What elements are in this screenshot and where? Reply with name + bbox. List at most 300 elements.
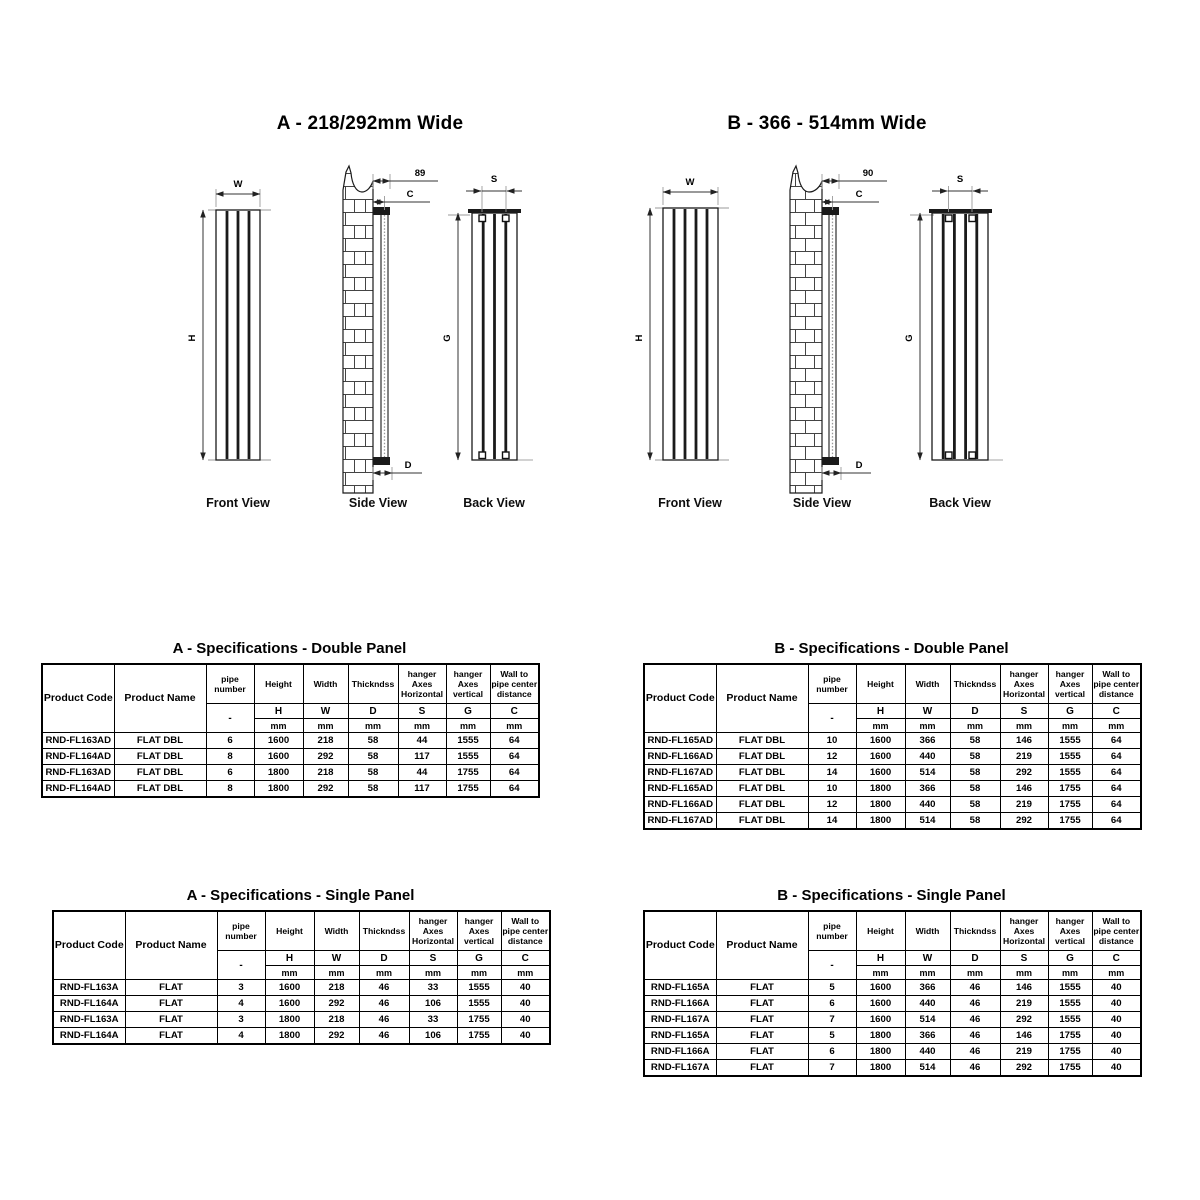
spec-cell: 106 <box>409 1028 457 1045</box>
symbol-cell: H <box>856 704 905 719</box>
spec-cell: RND-FL164AD <box>42 749 114 765</box>
spec-cell: 1600 <box>856 765 905 781</box>
spec-cell: 1800 <box>265 1012 314 1028</box>
col-header: Wall to pipe center distance <box>501 911 550 951</box>
spec-cell: 46 <box>950 980 1000 996</box>
spec-table <box>41 663 540 798</box>
spec-cell: RND-FL167A <box>644 1060 716 1077</box>
col-header: hanger Axes Horizontal <box>1000 911 1048 951</box>
col-header: Thickndss <box>950 664 1000 704</box>
spec-cell: 46 <box>359 1012 409 1028</box>
col-header: Width <box>314 911 359 951</box>
spec-cell: 106 <box>409 996 457 1012</box>
spec-cell: 3 <box>217 1012 265 1028</box>
spec-cell: 64 <box>490 733 539 749</box>
hanger-bottom-left <box>479 452 486 459</box>
unit-cell: mm <box>856 719 905 733</box>
spec-cell: 1555 <box>1048 733 1092 749</box>
spec-cell: 46 <box>950 1044 1000 1060</box>
spec-cell: 12 <box>808 797 856 813</box>
symbol-cell: - <box>808 704 856 733</box>
spec-row <box>644 1044 1141 1060</box>
spec-cell: 40 <box>1092 1044 1141 1060</box>
table-title: A - Specifications - Single Panel <box>186 887 415 904</box>
spec-cell: 292 <box>314 1028 359 1045</box>
spec-cell: 58 <box>950 733 1000 749</box>
spec-cell: 1555 <box>457 996 501 1012</box>
unit-cell: mm <box>303 719 348 733</box>
spec-cell: 440 <box>905 749 950 765</box>
spec-cell: 514 <box>905 1012 950 1028</box>
spec-cell: 58 <box>950 765 1000 781</box>
front-view-a <box>187 179 271 460</box>
spec-cell: 64 <box>1092 733 1141 749</box>
spec-cell: 366 <box>905 1028 950 1044</box>
col-header: pipe number <box>206 664 254 704</box>
spec-row <box>644 733 1141 749</box>
symbol-cell: C <box>1092 704 1141 719</box>
technical-drawing-b <box>610 160 1060 515</box>
spec-cell: FLAT <box>125 996 217 1012</box>
spec-cell: 46 <box>950 1028 1000 1044</box>
hanger-bottom-right <box>969 452 976 459</box>
spec-cell: FLAT <box>716 980 808 996</box>
front-view-label: Front View <box>206 496 270 510</box>
symbol-cell: W <box>314 951 359 966</box>
spec-row <box>644 797 1141 813</box>
spec-cell: 1555 <box>1048 765 1092 781</box>
spec-cell: 1800 <box>254 781 303 798</box>
symbol-cell: G <box>457 951 501 966</box>
dim-h-label: H <box>634 334 645 342</box>
spec-cell: 46 <box>359 1028 409 1045</box>
spec-cell: FLAT DBL <box>114 781 206 798</box>
spec-cell: 46 <box>950 1012 1000 1028</box>
spec-cell: 292 <box>1000 813 1048 830</box>
spec-cell: FLAT <box>125 1028 217 1045</box>
symbol-cell: D <box>359 951 409 966</box>
col-header: Wall to pipe center distance <box>1092 911 1141 951</box>
unit-cell: mm <box>856 966 905 980</box>
spec-cell: RND-FL166AD <box>644 797 716 813</box>
spec-row <box>53 1028 550 1045</box>
dim-h-label: H <box>187 334 198 342</box>
spec-row <box>42 733 539 749</box>
unit-cell: mm <box>1092 966 1141 980</box>
section-b-title: B - 366 - 514mm Wide <box>727 113 927 134</box>
spec-cell: 1755 <box>1048 1028 1092 1044</box>
col-header: Product Code <box>644 911 716 980</box>
col-header: Wall to pipe center distance <box>1092 664 1141 704</box>
symbol-cell: D <box>950 951 1000 966</box>
table-title: B - Specifications - Double Panel <box>774 640 1009 657</box>
spec-cell: 58 <box>348 749 398 765</box>
spec-cell: 292 <box>303 749 348 765</box>
spec-cell: 1755 <box>1048 1060 1092 1077</box>
spec-cell: 366 <box>905 781 950 797</box>
spec-cell: 12 <box>808 749 856 765</box>
spec-cell: 6 <box>808 996 856 1012</box>
spec-cell: RND-FL166AD <box>644 749 716 765</box>
spec-cell: RND-FL167A <box>644 1012 716 1028</box>
spec-cell: 219 <box>1000 996 1048 1012</box>
wall-section <box>790 166 822 493</box>
symbol-cell: C <box>490 704 539 719</box>
spec-cell: 1755 <box>446 765 490 781</box>
spec-cell: 1600 <box>856 980 905 996</box>
spec-cell: 64 <box>490 765 539 781</box>
dim-c-label: C <box>406 189 414 200</box>
spec-cell: FLAT DBL <box>716 733 808 749</box>
spec-cell: 64 <box>1092 797 1141 813</box>
spec-cell: 46 <box>359 996 409 1012</box>
spec-cell: 33 <box>409 1012 457 1028</box>
spec-cell: 366 <box>905 980 950 996</box>
col-header: Thickndss <box>359 911 409 951</box>
spec-cell: RND-FL165A <box>644 1028 716 1044</box>
symbol-cell: S <box>398 704 446 719</box>
spec-cell: 292 <box>1000 1012 1048 1028</box>
back-view-b <box>904 174 1003 460</box>
spec-cell: 117 <box>398 749 446 765</box>
spec-cell: 64 <box>1092 781 1141 797</box>
spec-cell: FLAT <box>716 1060 808 1077</box>
spec-cell: RND-FL165AD <box>644 781 716 797</box>
spec-cell: FLAT <box>716 1012 808 1028</box>
symbol-cell: H <box>265 951 314 966</box>
spec-cell: 40 <box>501 996 550 1012</box>
spec-row <box>644 980 1141 996</box>
spec-cell: 218 <box>314 1012 359 1028</box>
spec-cell: 1800 <box>856 813 905 830</box>
spec-row <box>644 813 1141 830</box>
spec-cell: 1555 <box>1048 980 1092 996</box>
spec-cell: 514 <box>905 765 950 781</box>
unit-cell: mm <box>398 719 446 733</box>
spec-row <box>644 1012 1141 1028</box>
spec-cell: 218 <box>314 980 359 996</box>
spec-cell: FLAT DBL <box>114 733 206 749</box>
symbol-cell: - <box>217 951 265 980</box>
spec-cell: 1600 <box>265 980 314 996</box>
spec-row <box>42 749 539 765</box>
back-view-label: Back View <box>929 496 991 510</box>
spec-cell: 1600 <box>856 733 905 749</box>
spec-cell: 58 <box>348 765 398 781</box>
spec-cell: 6 <box>808 1044 856 1060</box>
spec-cell: 219 <box>1000 749 1048 765</box>
col-header: pipe number <box>808 664 856 704</box>
spec-cell: 1555 <box>457 980 501 996</box>
spec-cell: 1755 <box>1048 797 1092 813</box>
spec-cell: 14 <box>808 765 856 781</box>
spec-cell: 40 <box>1092 1028 1141 1044</box>
spec-cell: FLAT DBL <box>716 765 808 781</box>
spec-row <box>644 996 1141 1012</box>
col-header: hanger Axes vertical <box>1048 664 1092 704</box>
hanger-top-right <box>969 215 976 222</box>
spec-cell: 64 <box>1092 813 1141 830</box>
col-header: hanger Axes vertical <box>1048 911 1092 951</box>
spec-cell: 14 <box>808 813 856 830</box>
spec-cell: RND-FL164A <box>53 996 125 1012</box>
front-view-b <box>634 177 729 460</box>
spec-cell: 7 <box>808 1012 856 1028</box>
spec-cell: 1800 <box>265 1028 314 1045</box>
spec-cell: 58 <box>348 781 398 798</box>
hanger-bottom-left <box>946 452 953 459</box>
spec-cell: 7 <box>808 1060 856 1077</box>
spec-cell: 1800 <box>856 1028 905 1044</box>
spec-table <box>643 663 1142 830</box>
spec-cell: RND-FL164AD <box>42 781 114 798</box>
spec-cell: 1755 <box>446 781 490 798</box>
spec-cell: 1800 <box>856 1044 905 1060</box>
col-header: Height <box>856 664 905 704</box>
col-header: hanger Axes Horizontal <box>1000 664 1048 704</box>
table-title: B - Specifications - Single Panel <box>777 887 1006 904</box>
col-header: hanger Axes Horizontal <box>398 664 446 704</box>
symbol-cell: C <box>1092 951 1141 966</box>
section-a-title: A - 218/292mm Wide <box>276 113 464 134</box>
spec-cell: 218 <box>303 733 348 749</box>
technical-drawing-a <box>150 160 600 515</box>
unit-cell: mm <box>905 719 950 733</box>
spec-cell: 58 <box>950 781 1000 797</box>
col-header: Wall to pipe center distance <box>490 664 539 704</box>
table-title: A - Specifications - Double Panel <box>172 640 407 657</box>
dim-c-label: C <box>855 189 863 200</box>
col-header: hanger Axes Horizontal <box>409 911 457 951</box>
unit-cell: mm <box>950 966 1000 980</box>
spec-row <box>53 996 550 1012</box>
spec-cell: 146 <box>1000 980 1048 996</box>
spec-cell: FLAT <box>716 996 808 1012</box>
unit-cell: mm <box>457 966 501 980</box>
spec-cell: 44 <box>398 733 446 749</box>
spec-cell: 440 <box>905 797 950 813</box>
spec-cell: 1600 <box>254 733 303 749</box>
side-view-label: Side View <box>792 496 852 510</box>
wall-bracket-top <box>373 207 390 215</box>
spec-cell: 1755 <box>1048 813 1092 830</box>
unit-cell: mm <box>254 719 303 733</box>
dim-d-label: D <box>855 460 863 471</box>
spec-cell: 1800 <box>856 1060 905 1077</box>
spec-cell: 8 <box>206 781 254 798</box>
spec-cell: 10 <box>808 781 856 797</box>
spec-cell: 40 <box>501 1028 550 1045</box>
spec-cell: 64 <box>490 781 539 798</box>
spec-cell: 1600 <box>254 749 303 765</box>
spec-cell: 1600 <box>856 996 905 1012</box>
spec-cell: 5 <box>808 980 856 996</box>
col-header: Product Name <box>716 664 808 733</box>
hanger-bottom-right <box>503 452 510 459</box>
dim-g-label: G <box>442 334 453 342</box>
spec-cell: 64 <box>490 749 539 765</box>
dim-w-label: W <box>233 179 243 190</box>
wall-section <box>343 166 373 493</box>
spec-cell: 292 <box>1000 1060 1048 1077</box>
spec-cell: 44 <box>398 765 446 781</box>
col-header: hanger Axes vertical <box>457 911 501 951</box>
unit-cell: mm <box>950 719 1000 733</box>
symbol-cell: - <box>206 704 254 733</box>
spec-cell: 292 <box>314 996 359 1012</box>
unit-cell: mm <box>501 966 550 980</box>
spec-cell: 219 <box>1000 1044 1048 1060</box>
spec-cell: 58 <box>950 749 1000 765</box>
col-header: Product Name <box>125 911 217 980</box>
hanger-top-left <box>946 215 953 222</box>
side-view-label: Side View <box>348 496 408 510</box>
unit-cell: mm <box>314 966 359 980</box>
spec-cell: 40 <box>1092 1060 1141 1077</box>
symbol-cell: W <box>303 704 348 719</box>
unit-cell: mm <box>359 966 409 980</box>
spec-cell: 6 <box>206 765 254 781</box>
spec-cell: 1755 <box>457 1012 501 1028</box>
spec-cell: FLAT DBL <box>716 749 808 765</box>
spec-cell: 440 <box>905 996 950 1012</box>
symbol-cell: D <box>950 704 1000 719</box>
symbol-cell: - <box>808 951 856 980</box>
spec-cell: 440 <box>905 1044 950 1060</box>
dim-offset-label: 89 <box>414 168 426 179</box>
col-header: Height <box>254 664 303 704</box>
col-header: hanger Axes vertical <box>446 664 490 704</box>
spec-cell: 219 <box>1000 797 1048 813</box>
table-b-single <box>643 888 1140 1077</box>
spec-cell: FLAT <box>125 980 217 996</box>
spec-cell: 1800 <box>856 781 905 797</box>
symbol-cell: W <box>905 704 950 719</box>
unit-cell: mm <box>1000 719 1048 733</box>
spec-cell: 40 <box>1092 1012 1141 1028</box>
dim-s-label: S <box>490 174 498 185</box>
unit-cell: mm <box>1092 719 1141 733</box>
spec-table <box>643 910 1142 1077</box>
unit-cell: mm <box>446 719 490 733</box>
table-a-double <box>41 641 538 798</box>
spec-cell: 1600 <box>856 749 905 765</box>
col-header: pipe number <box>808 911 856 951</box>
spec-cell: 1555 <box>1048 996 1092 1012</box>
table-b-double <box>643 641 1140 830</box>
front-view-label: Front View <box>658 496 722 510</box>
unit-cell: mm <box>1048 966 1092 980</box>
spec-cell: 1755 <box>1048 781 1092 797</box>
spec-row <box>42 765 539 781</box>
symbol-cell: G <box>446 704 490 719</box>
spec-cell: 1555 <box>446 733 490 749</box>
dim-w-label: W <box>685 177 695 188</box>
spec-cell: 292 <box>1000 765 1048 781</box>
spec-row <box>53 980 550 996</box>
col-header: Height <box>265 911 314 951</box>
spec-cell: FLAT <box>716 1044 808 1060</box>
spec-cell: 1800 <box>254 765 303 781</box>
dim-s-label: S <box>956 174 964 185</box>
hanger-top-right <box>503 215 510 222</box>
col-header: Width <box>303 664 348 704</box>
spec-cell: RND-FL163AD <box>42 765 114 781</box>
unit-cell: mm <box>409 966 457 980</box>
spec-cell: RND-FL167AD <box>644 765 716 781</box>
symbol-cell: S <box>409 951 457 966</box>
col-header: Thickndss <box>348 664 398 704</box>
symbol-cell: H <box>254 704 303 719</box>
spec-row <box>42 781 539 798</box>
spec-cell: FLAT DBL <box>114 749 206 765</box>
hanger-top-left <box>479 215 486 222</box>
spec-cell: RND-FL165A <box>644 980 716 996</box>
spec-cell: RND-FL166A <box>644 996 716 1012</box>
unit-cell: mm <box>348 719 398 733</box>
col-header: Product Name <box>114 664 206 733</box>
symbol-cell: W <box>905 951 950 966</box>
spec-cell: 40 <box>1092 980 1141 996</box>
spec-cell: 366 <box>905 733 950 749</box>
dim-d-label: D <box>404 460 412 471</box>
col-header: Thickndss <box>950 911 1000 951</box>
spec-cell: 33 <box>409 980 457 996</box>
spec-cell: 146 <box>1000 781 1048 797</box>
spec-cell: 58 <box>950 797 1000 813</box>
spec-cell: 58 <box>950 813 1000 830</box>
spec-row <box>644 1060 1141 1077</box>
spec-cell: 4 <box>217 1028 265 1045</box>
spec-cell: 10 <box>808 733 856 749</box>
symbol-cell: G <box>1048 951 1092 966</box>
spec-cell: 46 <box>359 980 409 996</box>
spec-cell: 6 <box>206 733 254 749</box>
spec-cell: 46 <box>950 996 1000 1012</box>
unit-cell: mm <box>265 966 314 980</box>
spec-cell: 292 <box>303 781 348 798</box>
spec-cell: 117 <box>398 781 446 798</box>
dim-offset-label: 90 <box>862 168 874 179</box>
spec-cell: FLAT DBL <box>716 797 808 813</box>
spec-row <box>53 1012 550 1028</box>
spec-cell: 1755 <box>1048 1044 1092 1060</box>
spec-cell: RND-FL167AD <box>644 813 716 830</box>
col-header: Width <box>905 911 950 951</box>
wall-bracket-bottom <box>822 457 839 465</box>
dim-g-label: G <box>904 334 915 342</box>
symbol-cell: S <box>1000 704 1048 719</box>
spec-cell: 514 <box>905 1060 950 1077</box>
symbol-cell: C <box>501 951 550 966</box>
unit-cell: mm <box>1000 966 1048 980</box>
spec-cell: FLAT DBL <box>114 765 206 781</box>
unit-cell: mm <box>490 719 539 733</box>
spec-cell: 64 <box>1092 749 1141 765</box>
side-view-a <box>343 166 438 493</box>
table-a-single <box>52 888 549 1045</box>
col-header: Product Code <box>53 911 125 980</box>
col-header: pipe number <box>217 911 265 951</box>
spec-row <box>644 749 1141 765</box>
spec-cell: 514 <box>905 813 950 830</box>
spec-cell: 1600 <box>856 1012 905 1028</box>
spec-cell: RND-FL163A <box>53 980 125 996</box>
col-header: Product Name <box>716 911 808 980</box>
spec-cell: 46 <box>950 1060 1000 1077</box>
unit-cell: mm <box>1048 719 1092 733</box>
back-view-a <box>442 174 533 460</box>
